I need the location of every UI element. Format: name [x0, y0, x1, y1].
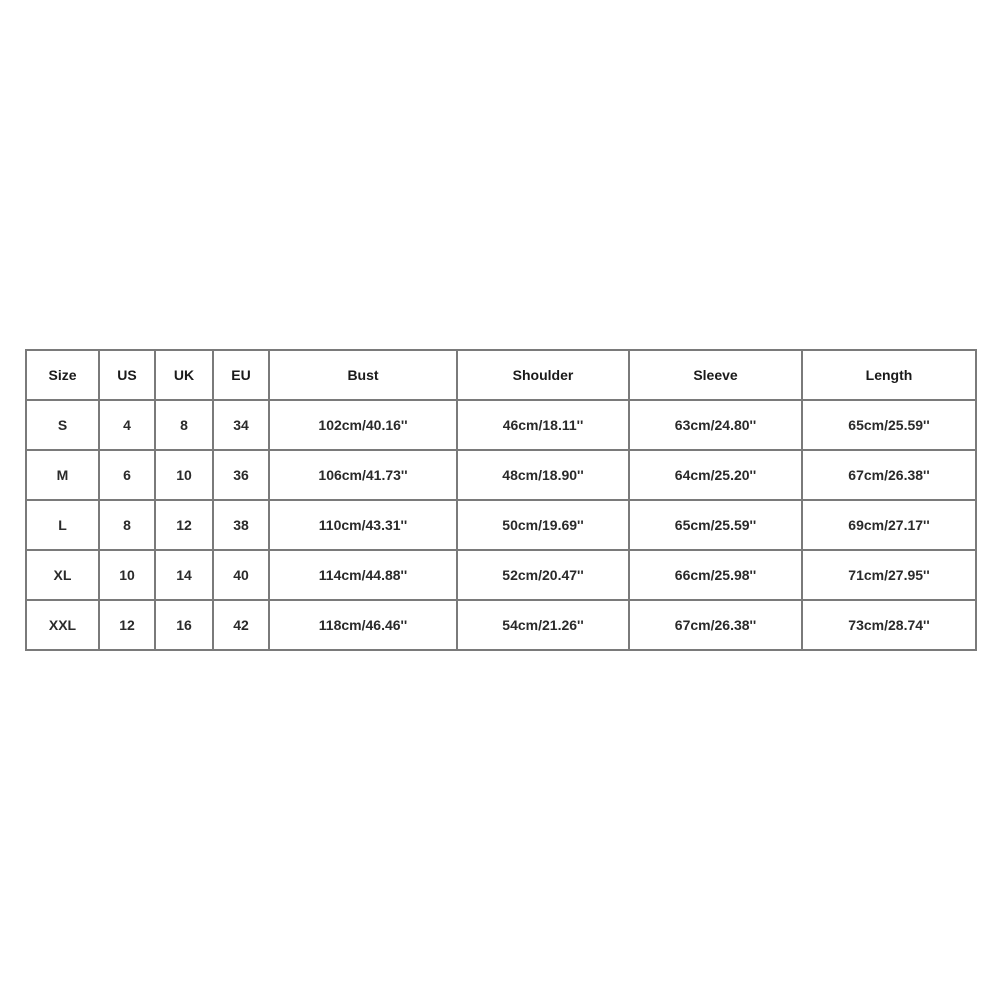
table-row [26, 450, 976, 500]
cell-shoulder: 46cm/18.11'' [457, 400, 629, 450]
cell-us: 6 [99, 450, 155, 500]
cell-size: S [26, 400, 99, 450]
cell-eu: 38 [213, 500, 269, 550]
table-row [26, 600, 976, 650]
table-row [26, 500, 976, 550]
table-row [26, 400, 976, 450]
cell-shoulder: 52cm/20.47'' [457, 550, 629, 600]
cell-length: 73cm/28.74'' [802, 600, 976, 650]
cell-sleeve: 65cm/25.59'' [629, 500, 802, 550]
cell-uk: 16 [155, 600, 213, 650]
cell-shoulder: 48cm/18.90'' [457, 450, 629, 500]
header-sleeve: Sleeve [629, 350, 802, 400]
header-row [26, 350, 976, 400]
cell-length: 65cm/25.59'' [802, 400, 976, 450]
cell-us: 8 [99, 500, 155, 550]
cell-us: 4 [99, 400, 155, 450]
cell-bust: 114cm/44.88'' [269, 550, 457, 600]
header-size: Size [26, 350, 99, 400]
size-chart-header [26, 350, 976, 400]
header-eu: EU [213, 350, 269, 400]
cell-bust: 118cm/46.46'' [269, 600, 457, 650]
cell-length: 67cm/26.38'' [802, 450, 976, 500]
cell-uk: 10 [155, 450, 213, 500]
table-row [26, 550, 976, 600]
header-uk: UK [155, 350, 213, 400]
cell-shoulder: 50cm/19.69'' [457, 500, 629, 550]
cell-size: M [26, 450, 99, 500]
size-chart-table [25, 349, 977, 651]
header-length: Length [802, 350, 976, 400]
cell-eu: 36 [213, 450, 269, 500]
cell-us: 10 [99, 550, 155, 600]
cell-size: XL [26, 550, 99, 600]
cell-bust: 106cm/41.73'' [269, 450, 457, 500]
size-chart-body [26, 400, 976, 650]
cell-bust: 102cm/40.16'' [269, 400, 457, 450]
cell-us: 12 [99, 600, 155, 650]
cell-eu: 34 [213, 400, 269, 450]
cell-sleeve: 64cm/25.20'' [629, 450, 802, 500]
cell-uk: 14 [155, 550, 213, 600]
cell-shoulder: 54cm/21.26'' [457, 600, 629, 650]
cell-bust: 110cm/43.31'' [269, 500, 457, 550]
cell-sleeve: 66cm/25.98'' [629, 550, 802, 600]
cell-sleeve: 63cm/24.80'' [629, 400, 802, 450]
header-shoulder: Shoulder [457, 350, 629, 400]
cell-sleeve: 67cm/26.38'' [629, 600, 802, 650]
cell-eu: 42 [213, 600, 269, 650]
cell-size: L [26, 500, 99, 550]
cell-size: XXL [26, 600, 99, 650]
cell-length: 69cm/27.17'' [802, 500, 976, 550]
cell-uk: 12 [155, 500, 213, 550]
cell-uk: 8 [155, 400, 213, 450]
header-us: US [99, 350, 155, 400]
cell-eu: 40 [213, 550, 269, 600]
cell-length: 71cm/27.95'' [802, 550, 976, 600]
header-bust: Bust [269, 350, 457, 400]
